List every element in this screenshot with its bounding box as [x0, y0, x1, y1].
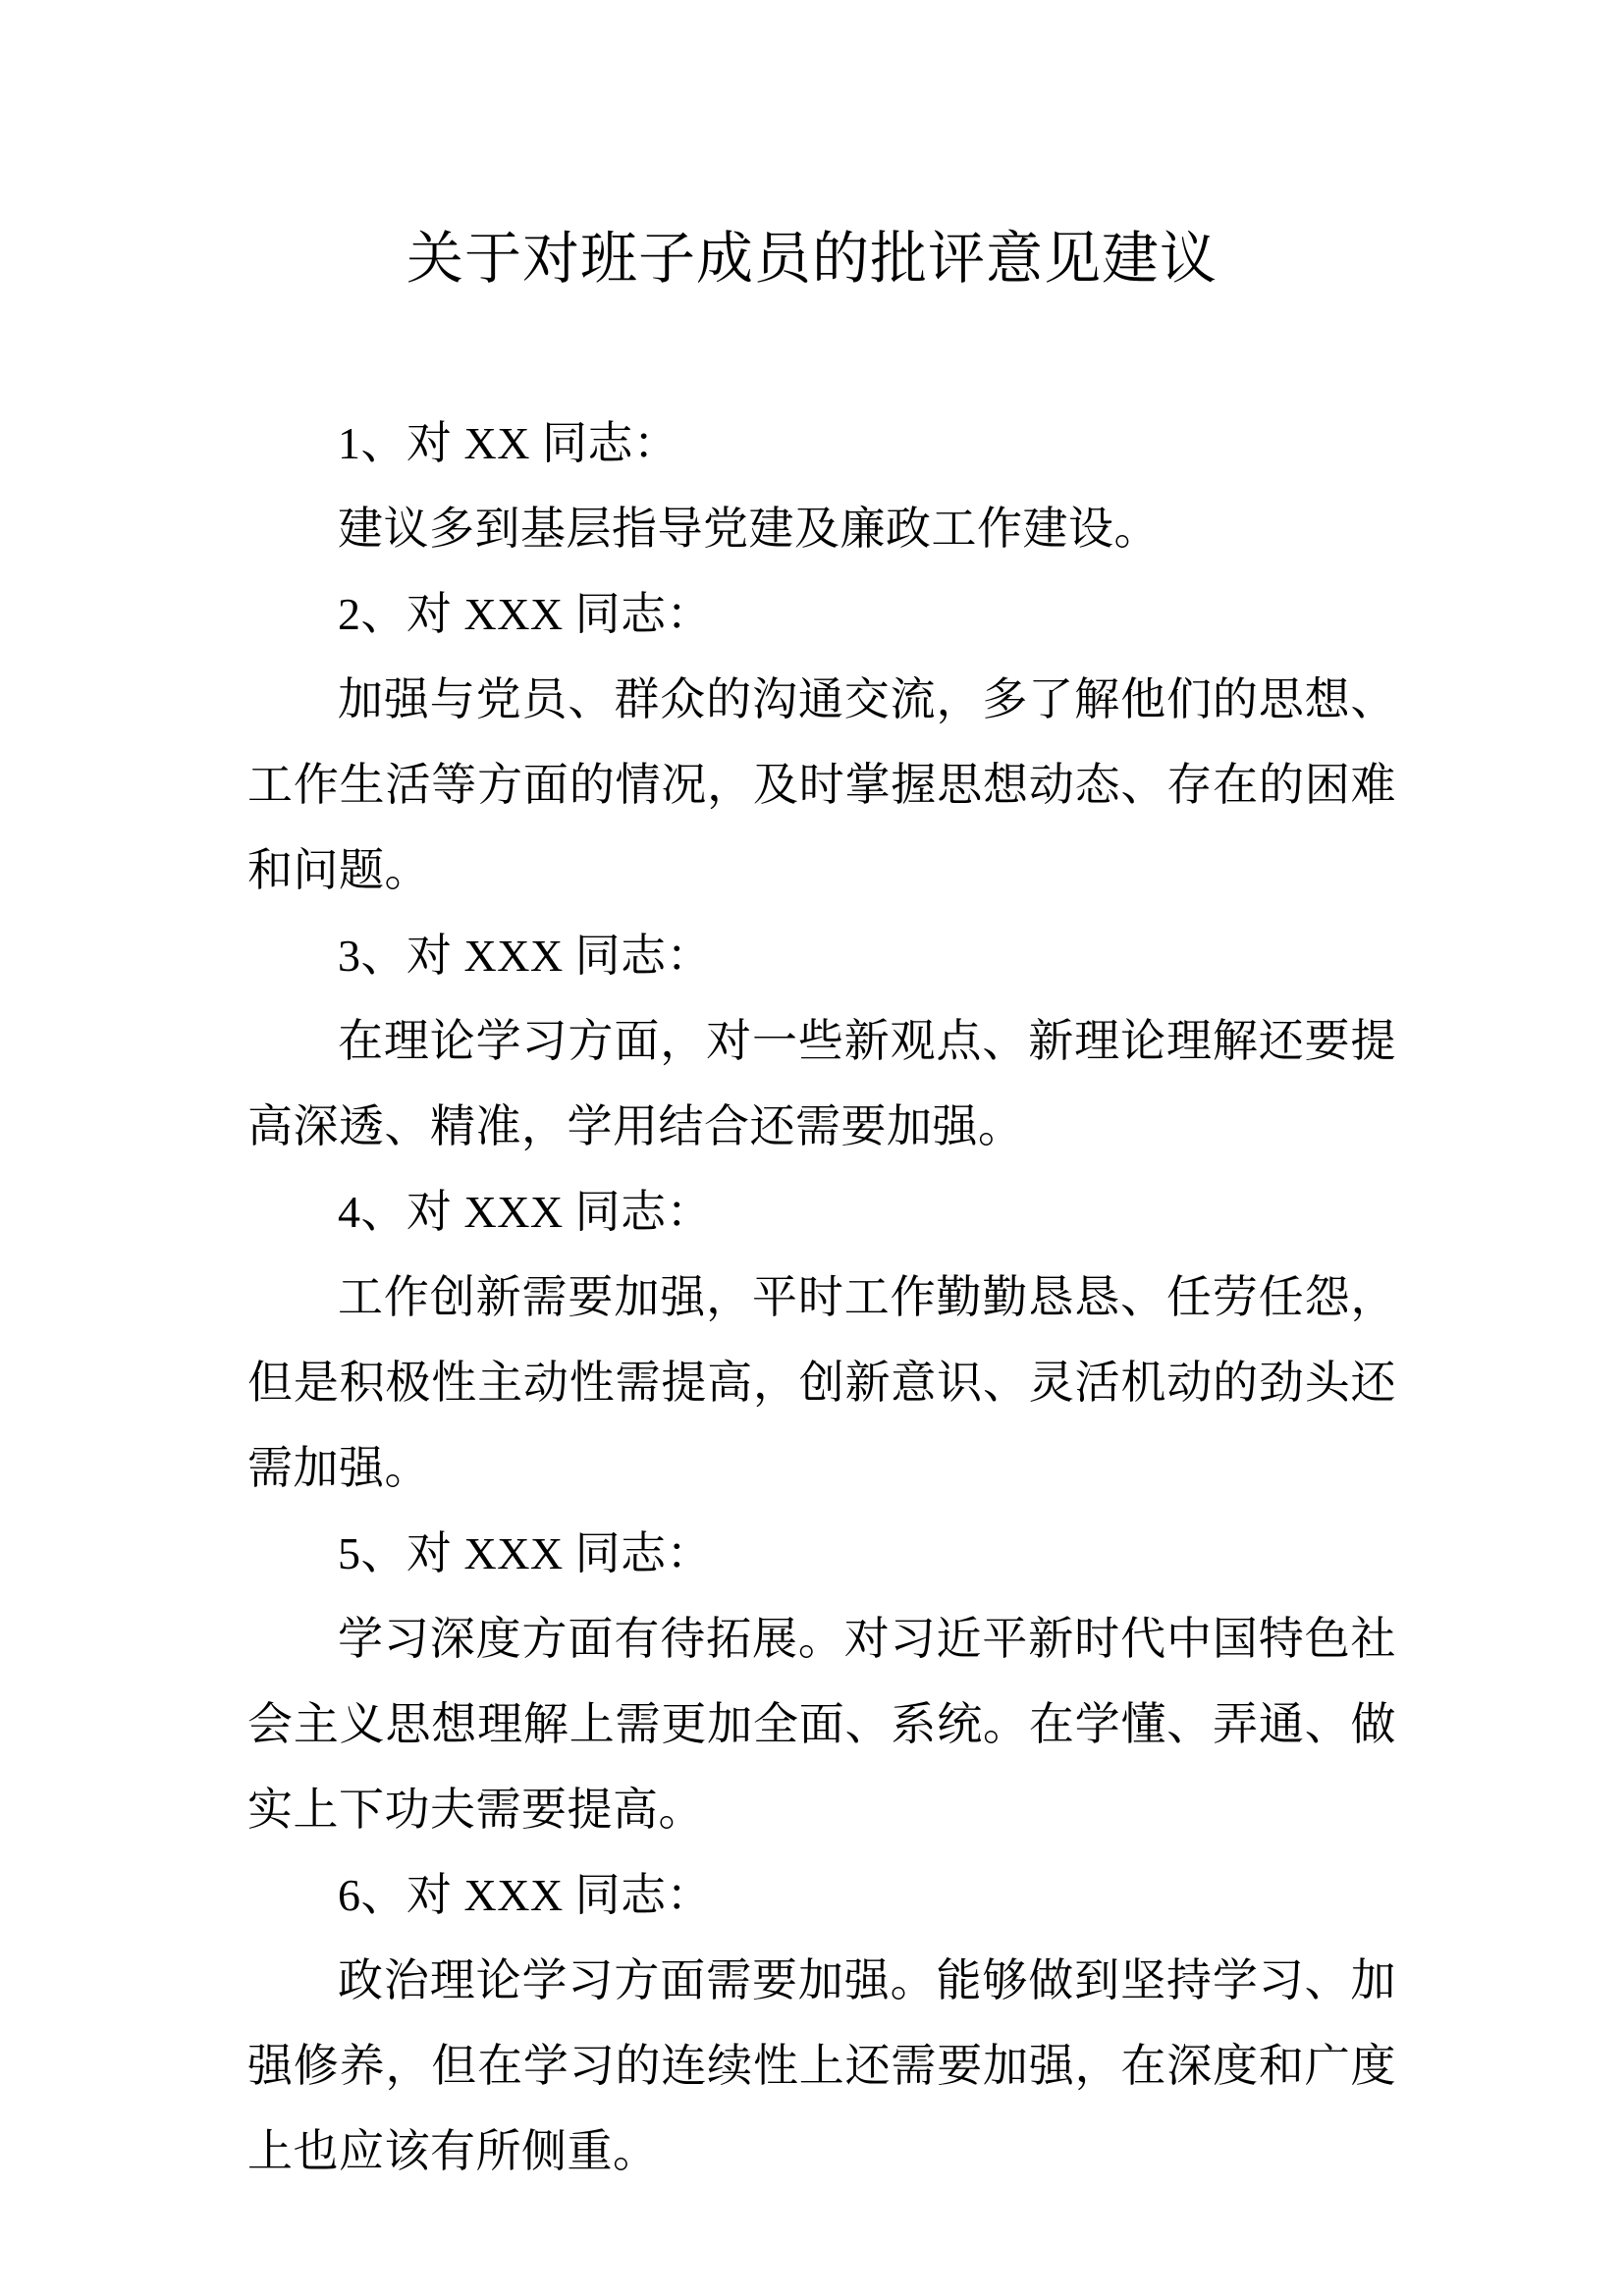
section-number: 6、: [338, 1870, 406, 1920]
section-number: 5、: [338, 1528, 406, 1578]
section-heading: [247, 1169, 1396, 1255]
section-paragraph: 建议多到基层指导党建及廉政工作建设。: [338, 502, 1160, 555]
section-paragraph: 工作创新需要加强，平时工作勤勤恳恳、任劳任怨，但是积极性主动性需提高，创新意识、灵活机动的劲头还需加强。: [247, 1270, 1396, 1494]
section-name: XX: [463, 418, 530, 468]
section-heading: [247, 571, 1396, 657]
section-name: XXX: [463, 589, 564, 639]
section-heading: [247, 1852, 1396, 1938]
section-number: 2、: [338, 589, 406, 639]
section-heading: [247, 913, 1396, 998]
section-prefix: 对: [406, 929, 453, 982]
section-prefix: 对: [406, 587, 453, 640]
section-paragraph: 在理论学习方面，对一些新观点、新理论理解还要提高深透、精准，学用结合还需要加强。: [247, 1014, 1396, 1152]
section-suffix: 同志：: [574, 1868, 713, 1921]
section-paragraph: 加强与党员、群众的沟通交流，多了解他们的思想、工作生活等方面的情况，及时掌握思想动态、存在的困难和问题。: [247, 672, 1396, 896]
section-number: 3、: [338, 931, 406, 981]
document-title: 关于对班子成员的批评意见建议: [406, 225, 1218, 292]
section-name: XXX: [463, 1528, 564, 1578]
section-number: 1、: [338, 418, 406, 468]
document-body: [247, 400, 1396, 2194]
section-prefix: 对: [406, 1868, 453, 1921]
section-suffix: 同志：: [541, 416, 679, 469]
section-suffix: 同志：: [574, 1526, 713, 1579]
section-name: XXX: [463, 1870, 564, 1920]
section-number: 4、: [338, 1187, 406, 1237]
section-suffix: 同志：: [574, 929, 713, 982]
section-prefix: 对: [406, 1526, 453, 1579]
section-suffix: 同志：: [574, 1185, 713, 1238]
section-name: XXX: [463, 1187, 564, 1237]
section-suffix: 同志：: [574, 587, 713, 640]
section-paragraph: 学习深度方面有待拓展。对习近平新时代中国特色社会主义思想理解上需更加全面、系统。在学懂、弄通、做实上下功夫需要提高。: [247, 1612, 1396, 1836]
section-heading: [247, 1511, 1396, 1596]
section-prefix: 对: [406, 416, 453, 469]
section-name: XXX: [463, 931, 564, 981]
section-prefix: 对: [406, 1185, 453, 1238]
section-paragraph: 政治理论学习方面需要加强。能够做到坚持学习、加强修养，但在学习的连续性上还需要加强，在深度和广度上也应该有所侧重。: [247, 1953, 1396, 2177]
section-heading: [247, 400, 1396, 486]
